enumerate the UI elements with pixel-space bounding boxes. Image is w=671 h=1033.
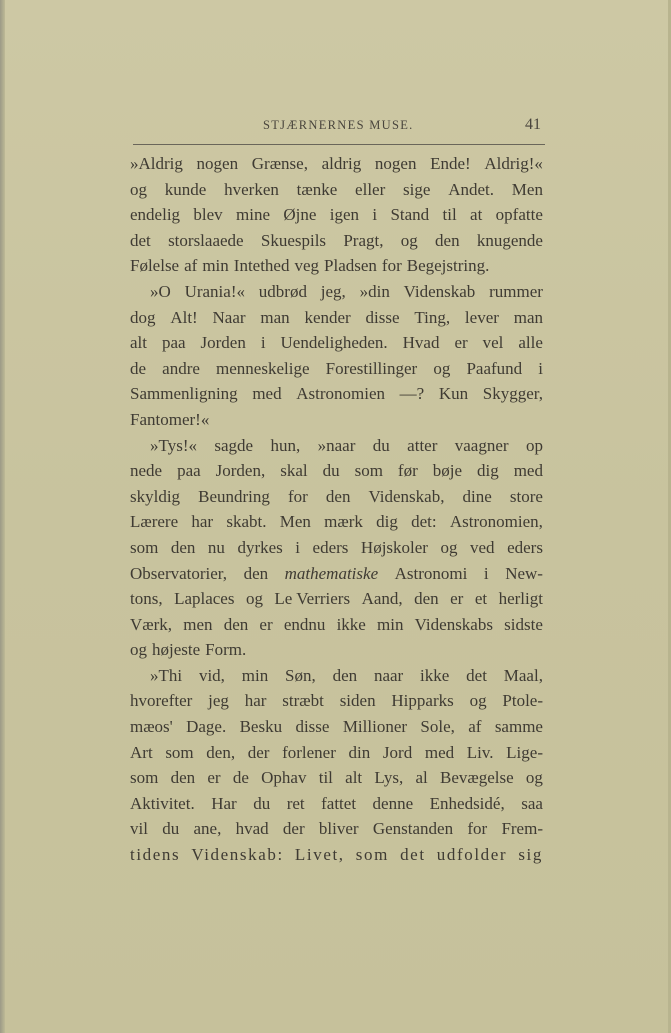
word: igen [329,205,360,225]
text-line [130,688,543,714]
word: forlener [282,742,336,762]
word: er [454,333,468,353]
word: som [130,537,159,557]
word: Stand [390,205,430,225]
text-line [130,381,543,407]
body-text [130,151,543,868]
word: Men [511,179,543,199]
word: andre [162,358,200,378]
word: de [130,358,147,378]
text-line [130,509,543,535]
word: Dage. [186,717,227,737]
word: Art [130,742,153,762]
word: ane, [193,819,222,839]
word: Videnskab [403,281,476,301]
word: har [244,691,267,711]
word: New- [505,563,543,583]
word: disse [295,717,330,737]
word: Livet, [294,845,345,865]
word: op [525,435,543,455]
word: din [348,742,371,762]
word: Højskoler [360,537,428,557]
word: Astronomien, [449,512,543,532]
word: Følelse [130,256,180,276]
word: alt [345,768,363,788]
word: for [288,486,308,506]
word: at [470,205,483,225]
word: det [400,845,426,865]
word: Laplaces [174,589,235,609]
word: som [130,768,159,788]
word: og [245,589,263,609]
word: eller [355,179,386,199]
word: alt [130,333,147,353]
word: nogen [374,154,417,173]
page-left-edge [0,0,5,1033]
word: Jord [382,742,413,762]
word: eders [507,537,543,557]
word: med [424,742,455,762]
word: Genstanden [372,819,454,839]
word: »Thi [150,665,183,685]
word: »naar [317,435,356,455]
word: Har [211,793,237,813]
word: Sammenligning [130,384,238,404]
word: eders [312,537,349,557]
word: er [450,589,464,609]
word: storslaaede [168,230,244,250]
text-line [130,253,543,279]
word: der [282,819,305,839]
word: herligt [498,589,543,609]
word: er [207,768,221,788]
word: store [509,486,543,506]
word: opfatte [495,205,543,225]
word: du [162,819,180,839]
word: Urania!« [184,281,245,301]
word: aldrig [321,154,362,173]
word: »Tys!« [150,435,197,455]
word: paa [161,333,186,353]
word: vil [130,819,148,839]
word: Skygger, [482,384,543,404]
text-line [130,305,543,331]
word: i [372,205,378,225]
word: den [435,230,460,250]
word: skabt. [226,512,267,532]
text-line [130,842,543,868]
word: Paafund [466,358,523,378]
word: Ophav [261,768,307,788]
word: Alt! [170,307,198,327]
word: dyrkes [237,537,283,557]
word: vel [482,333,504,353]
word: og [130,640,147,660]
word: kender [304,307,351,327]
word: ret [286,793,305,813]
word: jeg [208,691,229,711]
word: Grænse, [251,154,308,173]
word: atter [407,435,438,455]
running-title: STJÆRNERNES MUSE. [263,118,414,132]
word: Ptole- [502,691,543,711]
word: Søn, [285,665,316,685]
word: al [415,768,428,788]
word: —? [399,384,425,404]
word: som [165,742,194,762]
word: og [440,537,458,557]
word: og [433,358,451,378]
word: har [191,512,214,532]
word: nogen [196,154,239,173]
word: den [223,614,249,634]
text-line [130,177,543,203]
word: Ting, [414,307,451,327]
word: Naar [212,307,246,327]
word: Hvad [402,333,440,353]
word: den [332,665,358,685]
word: den [170,537,196,557]
text-line [130,740,543,766]
word: dine [462,486,492,506]
word: den [325,486,351,506]
word: Værk, [130,614,173,634]
word: i [483,563,489,583]
word: Form. [205,640,247,660]
word: og [469,691,487,711]
word: Pladsen [324,256,377,276]
word: med [513,461,543,481]
text-line [130,765,543,791]
word: endnu [283,614,326,634]
word: Ende! [430,154,471,173]
word: paa [177,461,201,481]
word: man [260,307,290,327]
word: du [372,435,390,455]
word: er [259,614,273,634]
word: rummer [489,281,543,301]
text-line [130,637,543,663]
word: det: [411,512,437,532]
word: fattet [321,793,357,813]
text-line [130,279,543,305]
word: Andet. [448,179,494,199]
word: i [260,333,266,353]
word: Sole, [420,717,455,737]
word: »din [359,281,390,301]
word: den, [206,742,236,762]
word: for [467,819,488,839]
text-line [130,356,543,382]
word: knugende [476,230,543,250]
word: Enhedsidé, [429,793,505,813]
word: som [354,461,383,481]
word: de [232,768,249,788]
word: veg [294,256,320,276]
word: siden [339,691,376,711]
word: med [252,384,282,404]
word: Astronomi [394,563,468,583]
word: Millioner [342,717,408,737]
word: mathematiske [284,563,379,583]
word: i [538,358,543,378]
word: Observatorier, [130,563,228,583]
text-line [130,612,543,638]
word: tænke [296,179,338,199]
word: til [318,768,333,788]
word: naar [373,665,404,685]
word: hverken [224,179,279,199]
word: Uendeligheden. [280,333,388,353]
word: et [474,589,488,609]
word: »Aldrig [130,154,183,173]
word: disse [365,307,400,327]
word: menneskelige [216,358,310,378]
word: tidens [130,845,181,865]
word: sidste [504,614,543,634]
word: Pragt, [343,230,384,250]
page-number: 41 [525,116,541,133]
word: min [241,665,269,685]
word: og [130,179,147,199]
word: tons, [130,589,163,609]
word: Men [279,512,311,532]
word: og [400,230,418,250]
text-line [130,330,543,356]
word: bliver [318,819,359,839]
word: Beundring [198,486,270,506]
word: Aldrig!« [484,154,543,173]
word: den [414,589,439,609]
word: for [381,256,402,276]
word: sagde [214,435,254,455]
text-line [130,816,543,842]
text-line [130,586,543,612]
word: »O [150,281,171,301]
word: Kun [438,384,469,404]
page-header [133,116,545,145]
word: Aand, [361,589,403,609]
word: alle [518,333,543,353]
word: det [130,230,151,250]
word: skyldig [130,486,181,506]
word: der [247,742,270,762]
word: Besku [239,717,283,737]
word: sige [403,179,431,199]
word: Liv. [466,742,494,762]
word: af [468,717,482,737]
word: Videnskabs [414,614,493,634]
word: blev [193,205,223,225]
word: hvorefter [130,691,193,711]
word: til [442,205,457,225]
word: Fantomer!« [130,409,210,429]
word: men [183,614,213,634]
word: dog [130,307,156,327]
word: Jorden [200,333,246,353]
word: Lærere [130,512,179,532]
word: Intethed [233,256,290,276]
word: før [397,461,418,481]
word: mærk [324,512,363,532]
word: hvad [235,819,269,839]
word: ved [470,537,495,557]
word: Lige- [506,742,543,762]
word: skal [280,461,308,481]
word: den [170,768,196,788]
text-line [130,561,543,587]
word: i [295,537,301,557]
word: Astronomien [296,384,386,404]
word: du [253,793,271,813]
word: mæos' [130,717,173,737]
word: den [243,563,269,583]
word: stræbt [282,691,324,711]
word: du [322,461,340,481]
word: man [513,307,543,327]
word: endelig [130,205,181,225]
word: jeg, [320,281,346,301]
word: hun, [270,435,301,455]
word: ikke [420,665,450,685]
word: Bevægelse [440,768,514,788]
word: højeste [152,640,201,660]
word: Lys, [374,768,404,788]
word: saa [521,793,543,813]
word: Frem- [501,819,543,839]
text-line [130,407,543,433]
text-line [130,458,543,484]
word: samme [494,717,543,737]
word: af [184,256,198,276]
text-line [130,484,543,510]
word: Le Verriers [274,589,351,609]
word: sig [518,845,543,865]
word: min [377,614,404,634]
text-line [130,202,543,228]
word: Maal, [503,665,543,685]
word: Videnskab, [368,486,445,506]
word: Hipparks [391,691,454,711]
text-line [130,663,543,689]
word: det [466,665,487,685]
text-line [130,714,543,740]
word: Forestillinger [325,358,418,378]
text-line [130,535,543,561]
word: dig [476,461,499,481]
word: vid, [198,665,225,685]
text-line [130,433,543,459]
word: Jorden, [215,461,266,481]
text-line [130,228,543,254]
word: ikke [336,614,366,634]
word: udbrød [258,281,307,301]
word: denne [372,793,414,813]
word: og [525,768,543,788]
text-line [130,151,543,177]
word: udfolder [436,845,508,865]
word: Øjne [283,205,317,225]
word: kunde [164,179,207,199]
word: Skuespils [260,230,327,250]
word: bøje [432,461,462,481]
word: lever [464,307,499,327]
word: Begejstring. [406,256,490,276]
word: som [355,845,389,865]
word: Videnskab: [191,845,284,865]
word: nu [207,537,225,557]
word: mine [236,205,271,225]
word: vaagner [454,435,509,455]
word: Aktivitet. [130,793,195,813]
word: nede [130,461,163,481]
text-line [130,791,543,817]
word: min [202,256,229,276]
word: dig [376,512,398,532]
